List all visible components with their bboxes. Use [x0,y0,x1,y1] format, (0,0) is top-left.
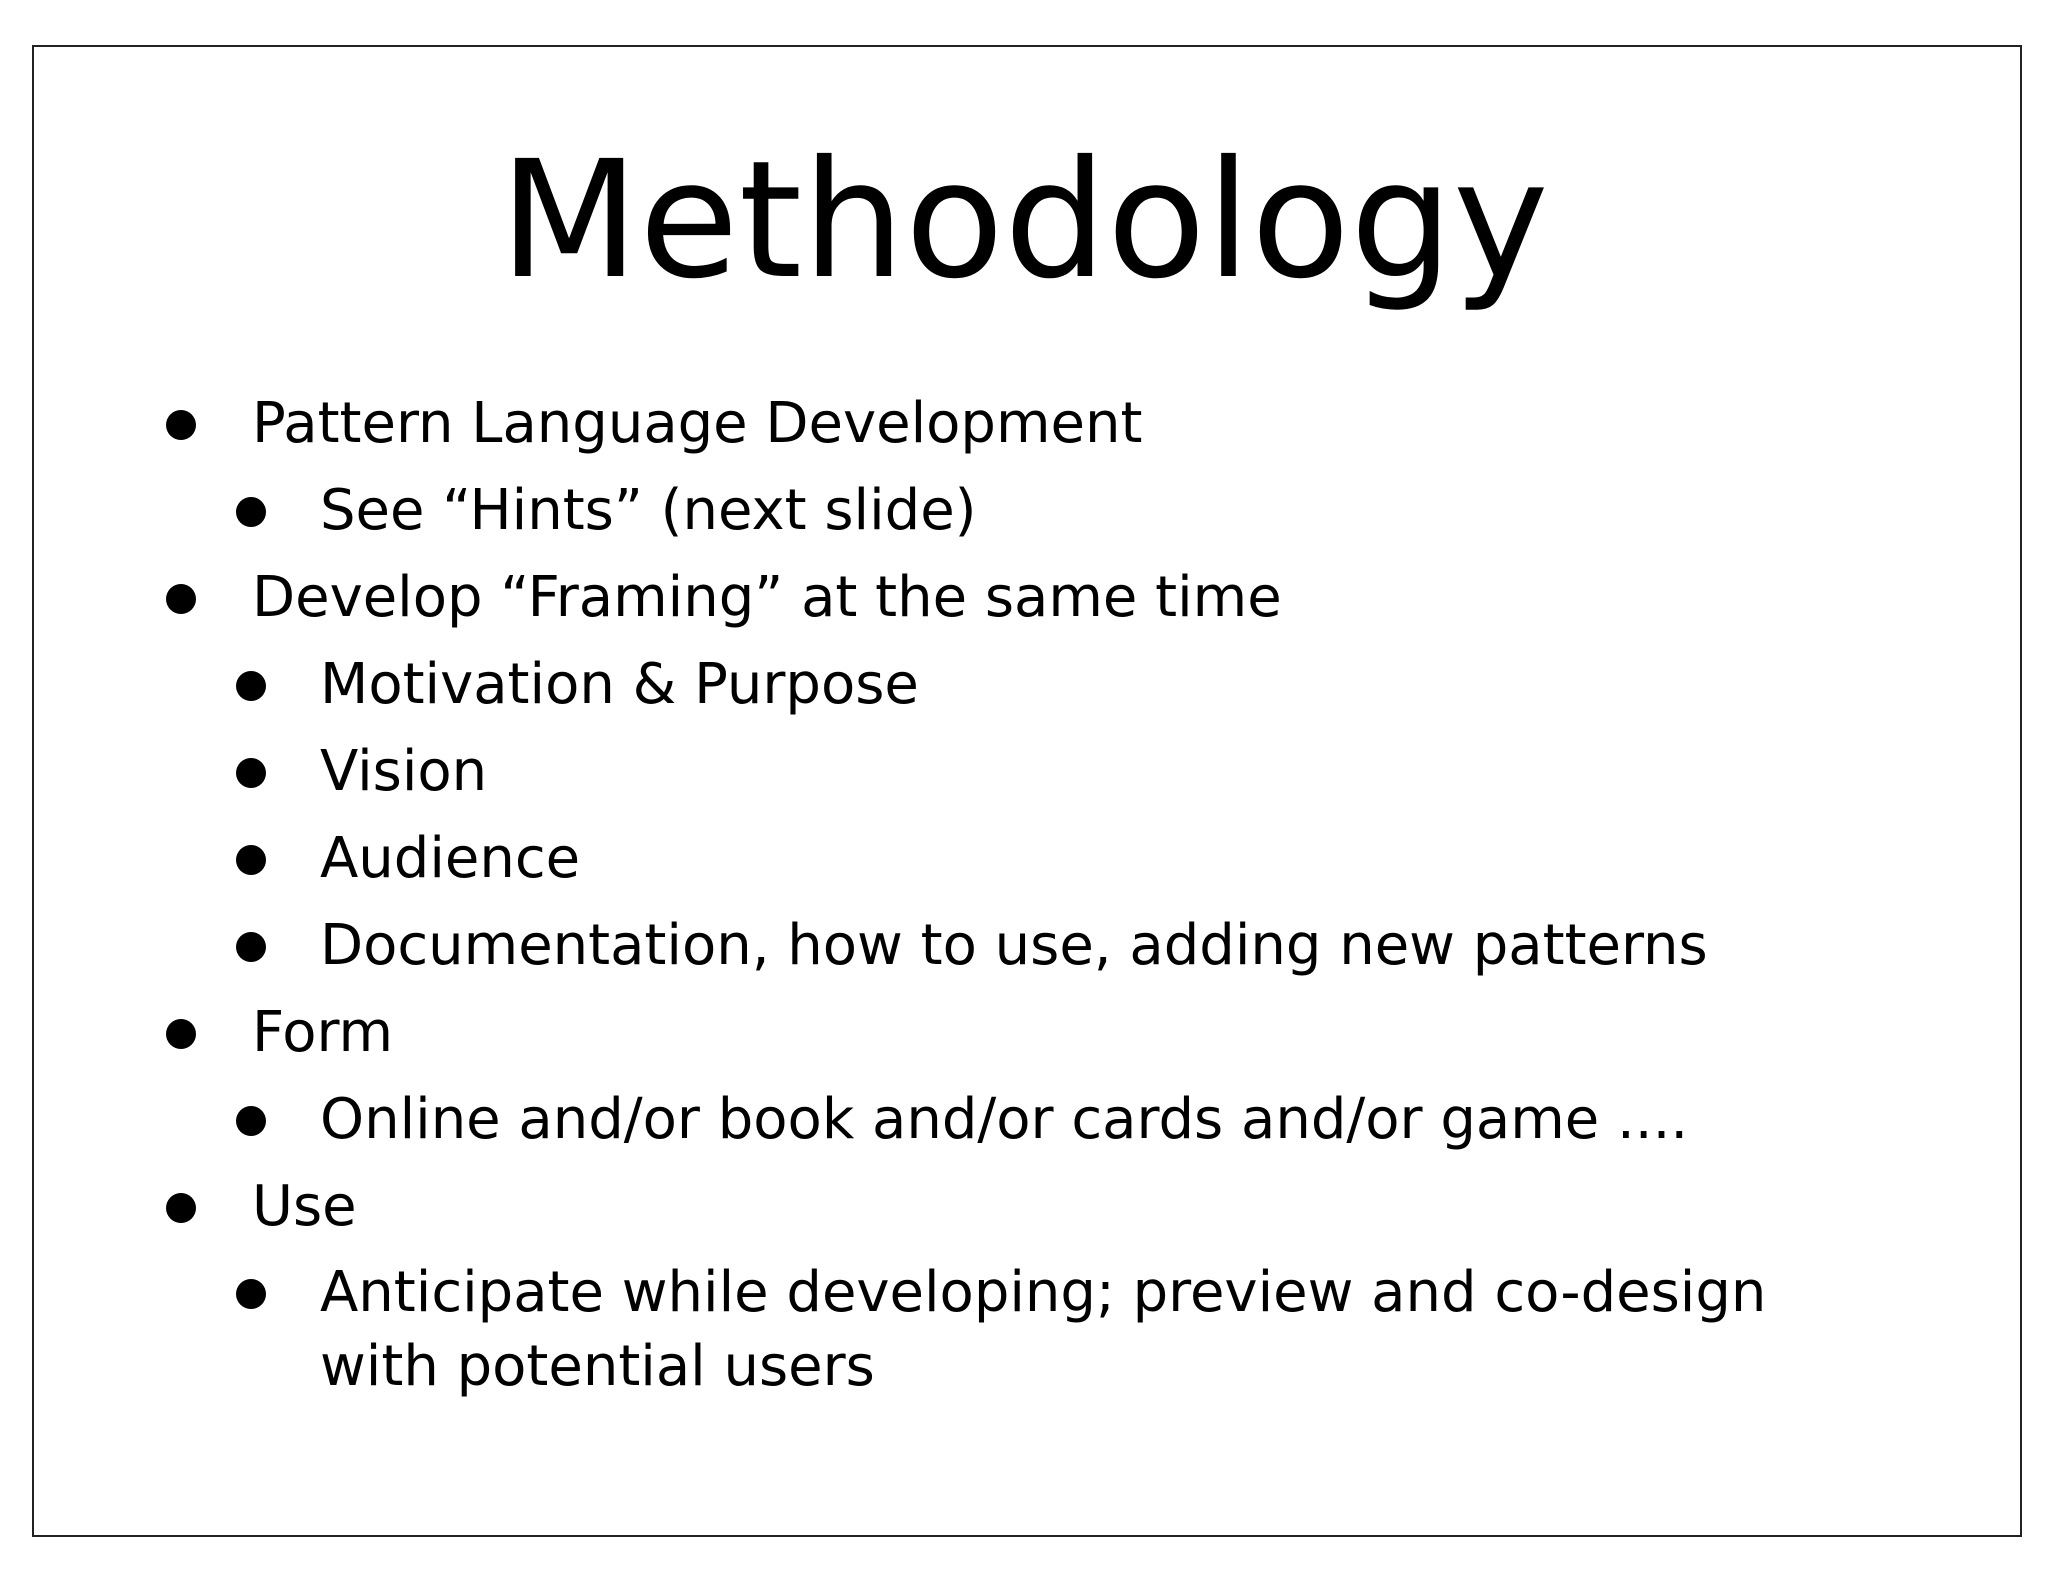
bullet-dot-icon [166,1019,196,1049]
bullet-dot-icon [236,1106,266,1136]
bullet-text: See “Hints” (next slide) [320,478,977,543]
bullet-text: Form [252,1000,394,1065]
bullet-text: Use [252,1174,357,1239]
bullet-dot-icon [166,1193,196,1223]
bullet-dot-icon [166,584,196,614]
bullet-dot-icon [236,845,266,875]
sub-bullet-item [0,728,2048,815]
bullet-text: Documentation, how to use, adding new patterns [320,913,1708,978]
sub-bullet-item [0,1076,2048,1163]
bullet-item [0,1163,2048,1250]
bullet-dot-icon [236,758,266,788]
bullet-dot-icon [236,671,266,701]
bullet-dot-icon [236,932,266,962]
sub-bullet-item [0,467,2048,554]
bullet-dot-icon [166,410,196,440]
sub-bullet-item [0,902,2048,989]
bullet-text: Vision [320,739,488,804]
bullet-text: Audience [320,826,581,891]
bullet-item [0,554,2048,641]
bullet-list [0,380,2048,1410]
bullet-text: Pattern Language Development [252,391,1143,456]
bullet-item [0,989,2048,1076]
sub-bullet-item [0,1250,1820,1410]
bullet-dot-icon [236,1279,266,1309]
bullet-text: Develop “Framing” at the same time [252,565,1282,630]
sub-bullet-item [0,641,2048,728]
bullet-item [0,380,2048,467]
bullet-text: Anticipate while developing; preview and co-design with potential users [320,1260,1767,1399]
bullet-dot-icon [236,497,266,527]
slide-title: Methodology [499,127,1549,315]
bullet-text: Online and/or book and/or cards and/or game .... [320,1087,1689,1152]
sub-bullet-item [0,815,2048,902]
bullet-text: Motivation & Purpose [320,652,919,717]
